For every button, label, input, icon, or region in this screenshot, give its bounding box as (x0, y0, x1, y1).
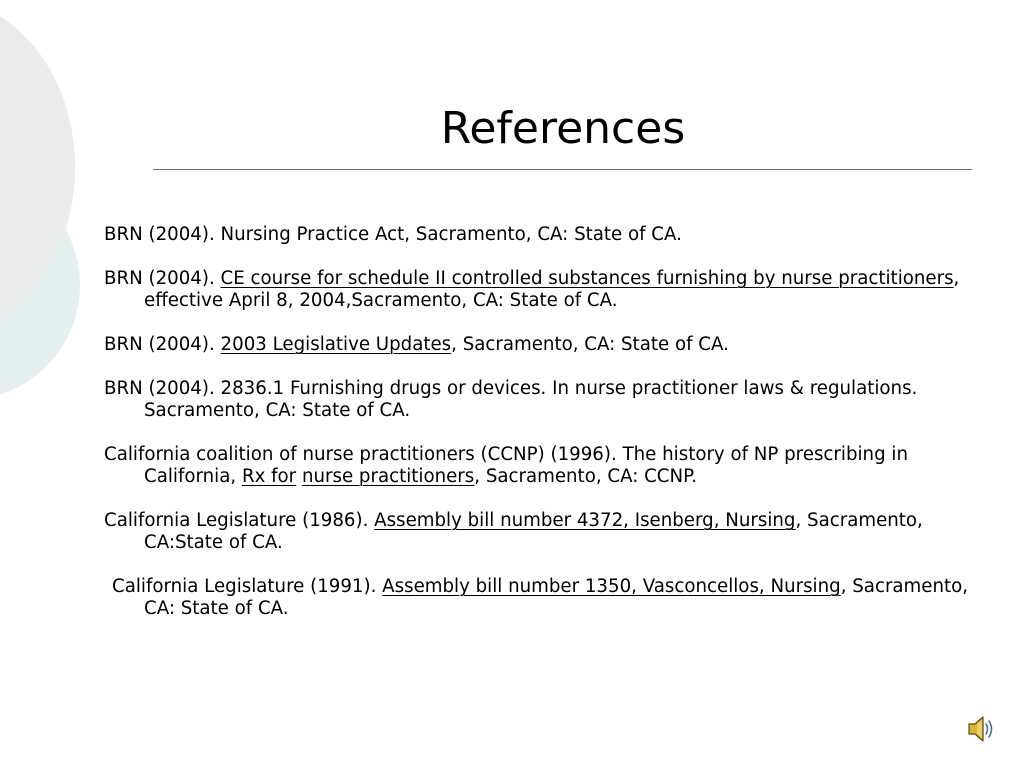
reference-item (104, 378, 1004, 422)
reference-text: , Sacramento, CA:State of CA. (144, 510, 923, 553)
reference-underlined-title: Assembly bill number 4372, Isenberg, Nursing (374, 510, 796, 531)
reference-item (104, 224, 1004, 246)
reference-item (104, 444, 1004, 488)
reference-item (104, 268, 1004, 312)
reference-underlined-title: 2003 Legislative Updates (220, 334, 452, 355)
references-list (104, 224, 1004, 642)
reference-item (104, 334, 1004, 356)
reference-text: California Legislature (1986). (104, 510, 375, 531)
reference-underlined-title: Assembly bill number 1350, Vasconcellos, Nursing (382, 576, 841, 597)
reference-underlined-title: nurse practitioners (301, 466, 475, 487)
reference-text: , Sacramento, CA: State of CA. (451, 334, 729, 355)
reference-text: BRN (2004). Nursing Practice Act, Sacramento, CA: State of CA. (104, 224, 682, 245)
reference-text: California Legislature (1991). (112, 576, 383, 597)
reference-text: BRN (2004). 2836.1 Furnishing drugs or devices. In nurse practitioner laws & regulations. Sacramento, CA: State of CA. (104, 378, 918, 421)
reference-text: , Sacramento, CA: State of CA. (144, 576, 969, 619)
reference-text: BRN (2004). (104, 268, 221, 289)
reference-underlined-title: CE course for schedule II controlled substances furnishing by nurse practitioners (220, 268, 954, 289)
reference-text: , Sacramento, CA: CCNP. (474, 466, 698, 487)
reference-item (104, 510, 1004, 554)
reference-text: BRN (2004). (104, 334, 221, 355)
reference-text: , effective April 8, 2004,Sacramento, CA: State of CA. (144, 268, 960, 311)
reference-item (104, 576, 1004, 620)
slide-title: References (440, 103, 686, 154)
reference-underlined-title: Rx for (241, 466, 297, 487)
speaker-icon-graphic (966, 712, 996, 746)
speaker-icon[interactable] (966, 712, 996, 746)
reference-text: California coalition of nurse practitioners (CCNP) (1996). The history of NP prescribing in California, (104, 444, 908, 487)
title-divider (153, 169, 972, 170)
